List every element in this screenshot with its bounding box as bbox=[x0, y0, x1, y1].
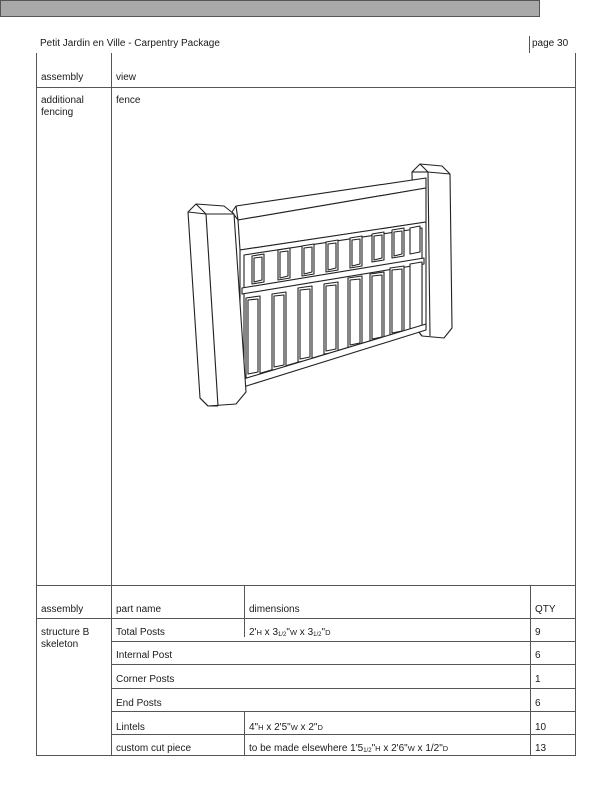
qty-internal-post: 6 bbox=[535, 650, 541, 661]
row-separator bbox=[111, 688, 576, 689]
dimension-total-posts: 2'H x $3_{1/2}"W$ x $3_{1/2}"D$ bbox=[249, 627, 331, 638]
part-name-lintels: Lintels bbox=[116, 722, 145, 733]
dimension-custom-cut-piece: to be made elsewhere $1'5_{1/2}"H$ x 2'6"W x 1/2"D bbox=[249, 743, 449, 754]
parts-col-qty-header: QTY bbox=[535, 604, 556, 615]
view-assembly-name-line1: additional bbox=[41, 95, 84, 106]
row-separator bbox=[111, 664, 576, 665]
row-separator bbox=[111, 711, 576, 712]
dimensions-divider-top bbox=[244, 585, 245, 637]
page-number: page 30 bbox=[532, 38, 569, 49]
view-col-assembly-header: assembly bbox=[41, 72, 84, 83]
view-assembly-name-line2: fencing bbox=[41, 107, 74, 118]
parts-top-rule bbox=[36, 585, 576, 586]
fence-drawing bbox=[180, 160, 460, 420]
qty-custom-cut-piece: 13 bbox=[535, 743, 547, 754]
qty-end-posts: 6 bbox=[535, 698, 541, 709]
part-name-end-posts: End Posts bbox=[116, 698, 162, 709]
row-separator bbox=[111, 641, 576, 642]
assembly-column-divider bbox=[111, 53, 112, 755]
parts-col-dimensions-header: dimensions bbox=[249, 604, 300, 615]
part-name-corner-posts: Corner Posts bbox=[116, 674, 175, 685]
qty-total-posts: 9 bbox=[535, 627, 541, 638]
qty-divider bbox=[530, 585, 531, 755]
parts-col-partname-header: part name bbox=[116, 604, 162, 615]
part-name-custom-cut-piece: custom cut piece bbox=[116, 743, 192, 754]
page-header-bar bbox=[0, 0, 540, 17]
frame-right bbox=[575, 53, 576, 755]
part-name-internal-post: Internal Post bbox=[116, 650, 173, 661]
parts-col-assembly-header: assembly bbox=[41, 604, 84, 615]
view-label: fence bbox=[116, 95, 141, 106]
document-title: Petit Jardin en Ville - Carpentry Package bbox=[40, 38, 220, 49]
view-header-rule bbox=[36, 87, 576, 88]
qty-corner-posts: 1 bbox=[535, 674, 541, 685]
parts-assembly-name-line2: skeleton bbox=[41, 639, 79, 650]
qty-lintels: 10 bbox=[535, 722, 547, 733]
dimension-lintels: 4"H x 2'5"W x 2"D bbox=[249, 722, 323, 733]
frame-left bbox=[36, 53, 37, 755]
part-name-total-posts: Total Posts bbox=[116, 627, 165, 638]
header-divider bbox=[529, 36, 530, 53]
row-separator bbox=[111, 734, 576, 735]
parts-assembly-name-line1: structure B bbox=[41, 627, 90, 638]
view-col-view-header: view bbox=[116, 72, 137, 83]
dimensions-divider-bottom bbox=[244, 711, 245, 755]
parts-header-rule bbox=[36, 618, 576, 619]
